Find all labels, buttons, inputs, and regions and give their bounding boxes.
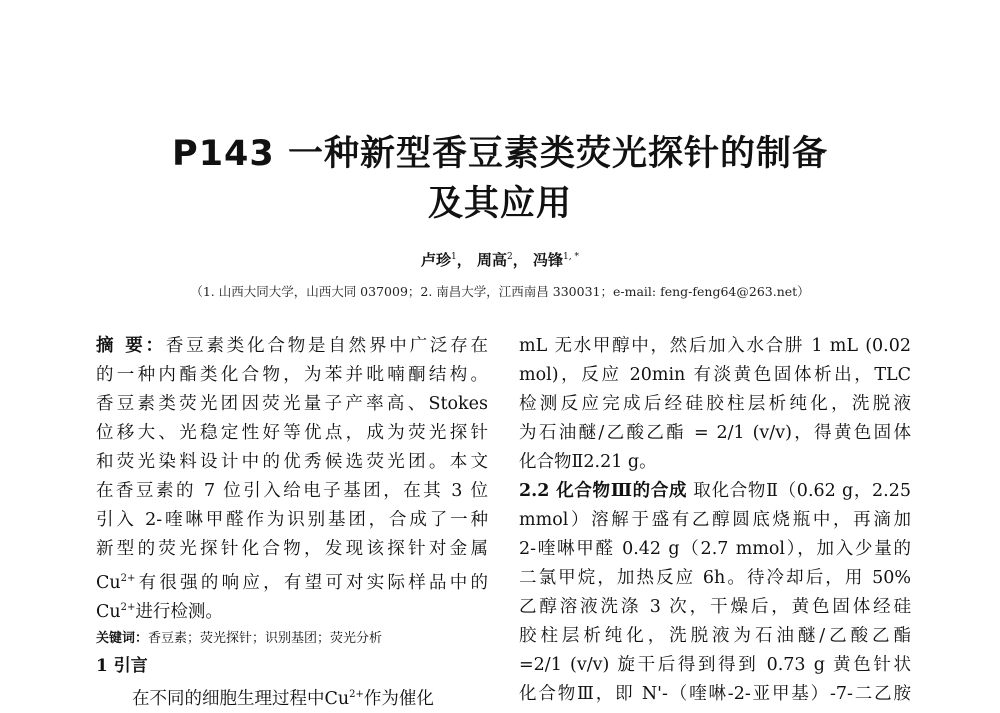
author-affiliation-mark: 2 — [507, 252, 513, 262]
abstract-line: 的一种内酯类化合物，为苯并吡喃酮结构。 — [96, 365, 488, 385]
author-name: 周高 — [477, 251, 508, 269]
body-line: 2-喹啉甲醛 0.42 g（2.7 mmol），加入少量的 — [519, 539, 911, 559]
body-line: 胶柱层析纯化，洗脱液为石油醚/乙酸乙酯 — [519, 626, 911, 646]
abstract-line — [96, 332, 488, 361]
keywords-line — [96, 626, 488, 652]
abstract-line — [96, 564, 488, 593]
subsection-line — [519, 477, 911, 506]
abstract-line: 位移大、光稳定性好等优点，成为荧光探针 — [96, 423, 488, 443]
ion-charge: 2+ — [120, 573, 136, 584]
abstract-text: 香豆素类化合物是自然界中广泛存在 — [165, 336, 489, 356]
body-line: 为石油醚/乙酸乙酯 = 2/1 (v/v)，得黄色固体 — [519, 423, 911, 443]
abstract-line: 香豆素类荧光团因荧光量子产率高、Stokes — [96, 394, 488, 414]
abstract-text: 进行检测。 — [135, 601, 223, 622]
ion-charge: 2+ — [349, 689, 364, 700]
body-text: 作为催化 — [363, 688, 434, 709]
subsection-heading: 2.2 化合物Ⅲ的合成 — [519, 481, 688, 501]
body-line: 乙醇溶液洗涤 3 次，干燥后，黄色固体经硅 — [519, 597, 911, 617]
body-line: 化合物Ⅲ，即 N'-（喹啉-2-亚甲基）-7-二乙胺 — [519, 684, 911, 704]
abstract-text: 有很强的响应，有望可对实际样品中的 — [135, 572, 488, 593]
left-column — [96, 332, 488, 709]
paper-title-line-1: P143 一种新型香豆素类荧光探针的制备 — [172, 134, 828, 174]
author-name: 卢珍 — [421, 251, 452, 269]
body-text: 在不同的细胞生理过程中Cu — [132, 688, 350, 709]
abstract-line: 引入 2-喹啉甲醛作为识别基团，合成了一种 — [96, 510, 488, 530]
keywords-label: 关键词： — [96, 631, 149, 646]
abstract-line: 和荧光染料设计中的优秀候选荧光团。本文 — [96, 452, 488, 472]
body-line: 二氯甲烷，加热反应 6h。待冷却后，用 50% — [519, 568, 911, 588]
ion-symbol: Cu — [96, 601, 121, 622]
body-line — [96, 680, 488, 709]
abstract-line: 新型的荧光探针化合物，发现该探针对金属 — [96, 539, 488, 559]
abstract-line: 在香豆素的 7 位引入给电子基团，在其 3 位 — [96, 481, 488, 501]
paper-title-line-2: 及其应用 — [427, 184, 572, 224]
author-name: 冯锋 — [533, 251, 564, 269]
abstract-line — [96, 593, 488, 622]
abstract-label: 摘 要： — [96, 336, 166, 356]
section-heading: 1 引言 — [96, 656, 148, 676]
affiliation-line: （1. 山西大同大学，山西大同 037009；2. 南昌大学，江西南昌 330031；e-mail: feng-feng64@263.net） — [190, 284, 810, 299]
body-text: 取化合物Ⅱ（0.62 g，2.25 — [687, 481, 911, 501]
body-line: 检测反应完成后经硅胶柱层析纯化，洗脱液 — [519, 394, 911, 414]
ion-symbol: Cu — [96, 572, 121, 593]
author-list: 卢珍$^1$， 周高$^2$， 冯锋$^{1, *}$ — [421, 251, 579, 269]
author-affiliation-mark: 1, * — [563, 252, 579, 262]
body-line: mL 无水甲醇中，然后加入水合肼 1 mL (0.02 — [519, 336, 911, 356]
body-line: mol)，反应 20min 有淡黄色固体析出，TLC — [519, 365, 911, 385]
keywords-text: 香豆素；荧光探针；识别基团；荧光分析 — [148, 631, 383, 646]
body-line: mmol）溶解于盛有乙醇圆底烧瓶中，再滴加 — [519, 510, 911, 530]
right-column — [519, 332, 911, 709]
author-affiliation-mark: 1 — [451, 252, 457, 262]
ion-charge: 2+ — [120, 602, 136, 613]
body-line: =2/1 (v/v) 旋干后得到得到 0.73 g 黄色针状 — [519, 655, 911, 675]
body-line: 化合物Ⅱ2.21 g。 — [519, 452, 657, 472]
